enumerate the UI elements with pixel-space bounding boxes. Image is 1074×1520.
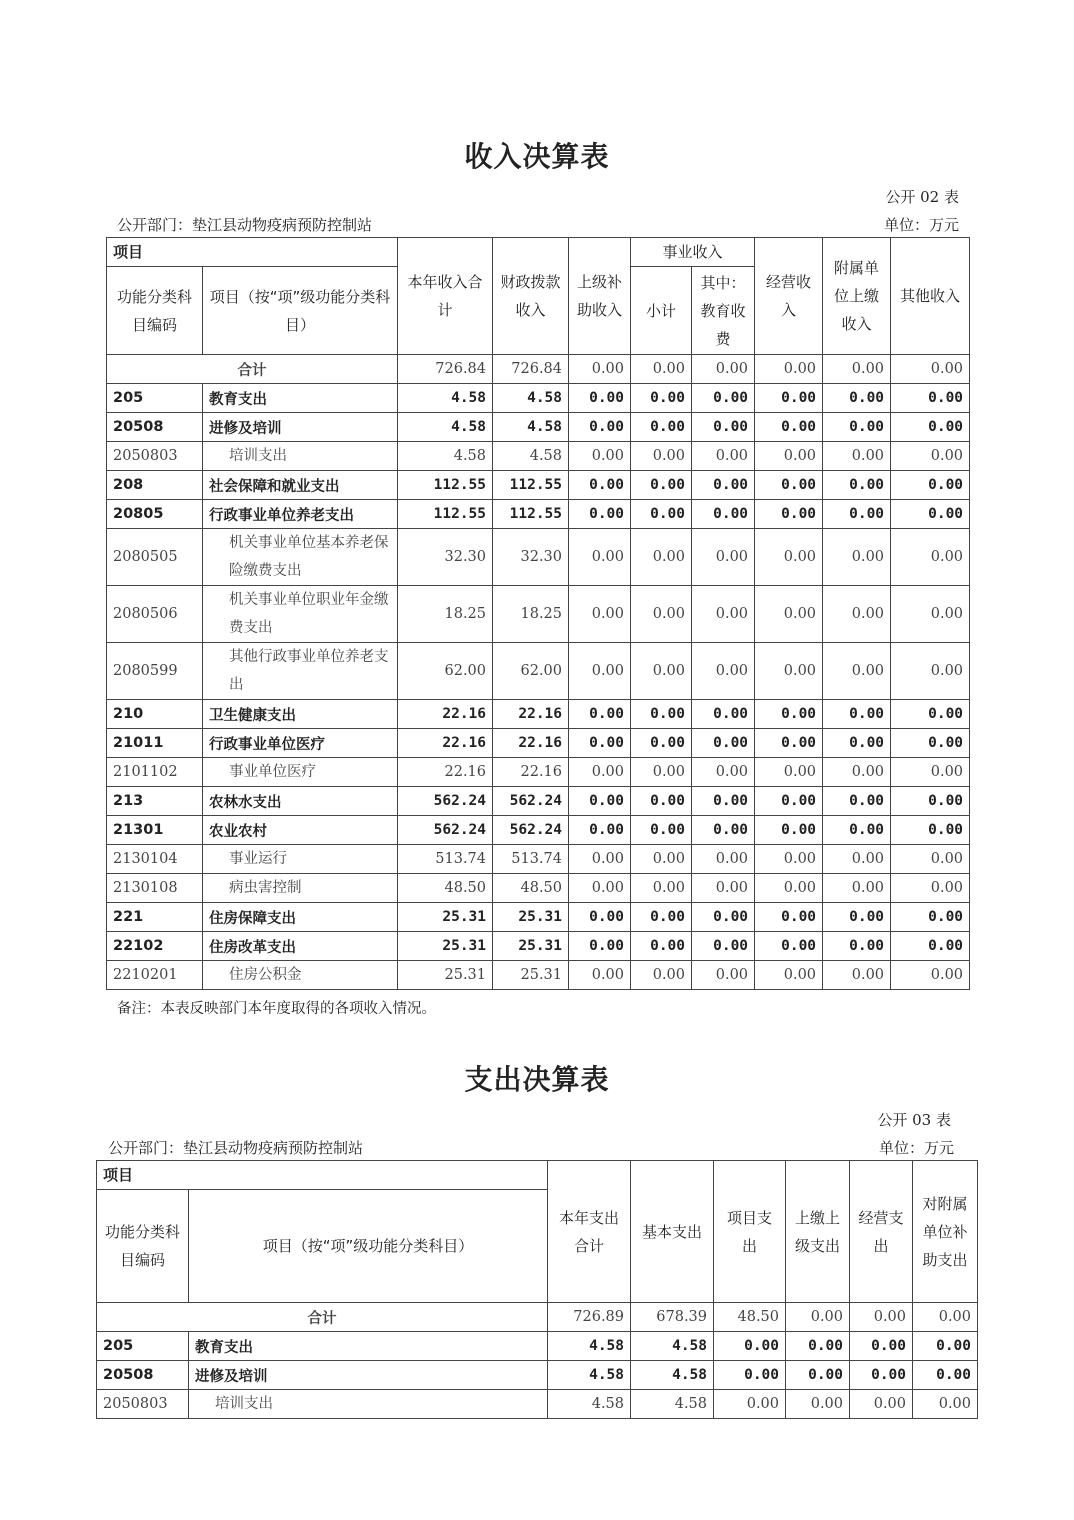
expense-header-code: 功能分类科目编码 bbox=[97, 1190, 189, 1303]
row-value: 0.00 bbox=[823, 961, 891, 990]
expense-sum-value: 0.00 bbox=[913, 1303, 978, 1332]
row-code: 21011 bbox=[107, 729, 203, 758]
row-value: 0.00 bbox=[755, 384, 823, 413]
row-value: 0.00 bbox=[891, 442, 970, 471]
income-sum-value: 726.84 bbox=[493, 355, 569, 384]
income-header-shiye: 事业收入 bbox=[631, 238, 755, 267]
expense-header-name: 项目（按“项”级功能分类科目） bbox=[189, 1190, 548, 1303]
table-row bbox=[107, 413, 970, 442]
expense-unit: 单位：万元 bbox=[878, 1139, 954, 1157]
row-name: 事业运行 bbox=[203, 845, 398, 874]
table-row bbox=[107, 845, 970, 874]
row-name: 教育支出 bbox=[203, 384, 398, 413]
row-value: 25.31 bbox=[398, 961, 493, 990]
row-value: 0.00 bbox=[823, 643, 891, 700]
row-value: 112.55 bbox=[493, 500, 569, 529]
table-row bbox=[107, 787, 970, 816]
income-sum-value: 726.84 bbox=[398, 355, 493, 384]
expense-header-project: 项目支出 bbox=[714, 1161, 786, 1303]
row-value: 0.00 bbox=[823, 384, 891, 413]
row-code: 2080599 bbox=[107, 643, 203, 700]
row-value: 0.00 bbox=[631, 903, 692, 932]
row-code: 2101102 bbox=[107, 758, 203, 787]
row-value: 32.30 bbox=[493, 529, 569, 586]
row-value: 0.00 bbox=[891, 413, 970, 442]
row-code: 20508 bbox=[97, 1361, 189, 1390]
table-row bbox=[107, 700, 970, 729]
row-value: 0.00 bbox=[823, 700, 891, 729]
row-value: 4.58 bbox=[631, 1361, 714, 1390]
row-value: 0.00 bbox=[755, 643, 823, 700]
row-value: 0.00 bbox=[631, 500, 692, 529]
table-row bbox=[107, 729, 970, 758]
row-value: 4.58 bbox=[398, 384, 493, 413]
row-value: 0.00 bbox=[755, 413, 823, 442]
table-row bbox=[97, 1390, 978, 1419]
row-code: 20805 bbox=[107, 500, 203, 529]
income-sum-value: 0.00 bbox=[891, 355, 970, 384]
row-name: 住房公积金 bbox=[203, 961, 398, 990]
expense-sum-value: 0.00 bbox=[786, 1303, 850, 1332]
row-value: 0.00 bbox=[569, 874, 631, 903]
row-value: 18.25 bbox=[493, 586, 569, 643]
row-value: 0.00 bbox=[823, 500, 891, 529]
row-value: 0.00 bbox=[755, 874, 823, 903]
expense-header-operating: 经营支出 bbox=[850, 1161, 913, 1303]
row-code: 221 bbox=[107, 903, 203, 932]
row-name: 进修及培训 bbox=[189, 1361, 548, 1390]
row-code: 21301 bbox=[107, 816, 203, 845]
row-value: 0.00 bbox=[786, 1361, 850, 1390]
row-value: 22.16 bbox=[398, 700, 493, 729]
row-value: 0.00 bbox=[913, 1390, 978, 1419]
table-row bbox=[107, 471, 970, 500]
row-value: 0.00 bbox=[913, 1332, 978, 1361]
income-header-code: 功能分类科目编码 bbox=[107, 267, 203, 355]
expense-header-basic: 基本支出 bbox=[631, 1161, 714, 1303]
table-row bbox=[107, 442, 970, 471]
row-value: 4.58 bbox=[493, 413, 569, 442]
row-value: 0.00 bbox=[692, 787, 755, 816]
row-value: 0.00 bbox=[891, 729, 970, 758]
income-header-superior: 上级补助收入 bbox=[569, 238, 631, 355]
row-value: 0.00 bbox=[692, 586, 755, 643]
row-value: 0.00 bbox=[631, 700, 692, 729]
row-value: 0.00 bbox=[891, 932, 970, 961]
income-header-other: 其他收入 bbox=[891, 238, 970, 355]
row-value: 562.24 bbox=[493, 816, 569, 845]
row-value: 0.00 bbox=[913, 1361, 978, 1390]
row-code: 2130108 bbox=[107, 874, 203, 903]
row-value: 0.00 bbox=[891, 500, 970, 529]
row-value: 25.31 bbox=[398, 932, 493, 961]
income-form-no: 公开 02 表 bbox=[885, 188, 959, 206]
income-title: 收入决算表 bbox=[464, 140, 610, 173]
row-value: 0.00 bbox=[692, 758, 755, 787]
row-value: 48.50 bbox=[493, 874, 569, 903]
table-row bbox=[97, 1361, 978, 1390]
row-value: 0.00 bbox=[755, 787, 823, 816]
income-header-total: 本年收入合计 bbox=[398, 238, 493, 355]
income-header-subtotal: 小计 bbox=[631, 267, 692, 355]
table-row bbox=[107, 586, 970, 643]
row-value: 112.55 bbox=[398, 500, 493, 529]
row-value: 0.00 bbox=[755, 729, 823, 758]
row-value: 22.16 bbox=[493, 758, 569, 787]
income-sum-value: 0.00 bbox=[631, 355, 692, 384]
row-value: 0.00 bbox=[631, 961, 692, 990]
row-value: 0.00 bbox=[823, 413, 891, 442]
row-value: 0.00 bbox=[786, 1332, 850, 1361]
row-value: 0.00 bbox=[631, 643, 692, 700]
row-code: 205 bbox=[97, 1332, 189, 1361]
row-value: 0.00 bbox=[891, 586, 970, 643]
row-value: 0.00 bbox=[692, 932, 755, 961]
row-value: 0.00 bbox=[631, 874, 692, 903]
expense-sum-value: 48.50 bbox=[714, 1303, 786, 1332]
income-unit: 单位：万元 bbox=[883, 216, 959, 234]
row-value: 0.00 bbox=[891, 874, 970, 903]
row-name: 教育支出 bbox=[189, 1332, 548, 1361]
row-name: 农林水支出 bbox=[203, 787, 398, 816]
row-value: 0.00 bbox=[569, 413, 631, 442]
row-value: 0.00 bbox=[692, 729, 755, 758]
row-value: 0.00 bbox=[569, 932, 631, 961]
row-value: 25.31 bbox=[493, 932, 569, 961]
row-name: 培训支出 bbox=[189, 1390, 548, 1419]
table-row bbox=[107, 643, 970, 700]
row-value: 0.00 bbox=[569, 442, 631, 471]
row-value: 0.00 bbox=[714, 1332, 786, 1361]
expense-sum-row bbox=[97, 1303, 978, 1332]
row-value: 562.24 bbox=[493, 787, 569, 816]
expense-sum-value: 0.00 bbox=[850, 1303, 913, 1332]
row-value: 0.00 bbox=[823, 758, 891, 787]
row-value: 112.55 bbox=[493, 471, 569, 500]
income-header-fiscal: 财政拨款收入 bbox=[493, 238, 569, 355]
table-row bbox=[107, 758, 970, 787]
income-header-name: 项目（按“项”级功能分类科目） bbox=[203, 267, 398, 355]
row-value: 4.58 bbox=[548, 1361, 631, 1390]
row-value: 0.00 bbox=[755, 903, 823, 932]
row-value: 0.00 bbox=[631, 384, 692, 413]
row-value: 0.00 bbox=[891, 384, 970, 413]
row-value: 4.58 bbox=[398, 442, 493, 471]
row-value: 0.00 bbox=[755, 816, 823, 845]
expense-sum-label: 合计 bbox=[97, 1303, 548, 1332]
row-name: 行政事业单位医疗 bbox=[203, 729, 398, 758]
row-value: 0.00 bbox=[755, 586, 823, 643]
table-row bbox=[107, 961, 970, 990]
row-value: 0.00 bbox=[692, 961, 755, 990]
row-value: 0.00 bbox=[631, 471, 692, 500]
income-table bbox=[106, 237, 970, 990]
table-row bbox=[107, 816, 970, 845]
row-value: 22.16 bbox=[398, 758, 493, 787]
row-value: 0.00 bbox=[569, 729, 631, 758]
row-value: 0.00 bbox=[569, 787, 631, 816]
row-value: 0.00 bbox=[755, 932, 823, 961]
row-value: 0.00 bbox=[891, 643, 970, 700]
row-value: 0.00 bbox=[850, 1361, 913, 1390]
row-value: 0.00 bbox=[631, 529, 692, 586]
row-value: 0.00 bbox=[569, 845, 631, 874]
expense-title: 支出决算表 bbox=[464, 1063, 610, 1096]
expense-header-remit: 上缴上级支出 bbox=[786, 1161, 850, 1303]
row-value: 0.00 bbox=[631, 845, 692, 874]
row-value: 562.24 bbox=[398, 787, 493, 816]
row-code: 210 bbox=[107, 700, 203, 729]
row-value: 0.00 bbox=[569, 500, 631, 529]
income-header-operating: 经营收入 bbox=[755, 238, 823, 355]
row-code: 2050803 bbox=[97, 1390, 189, 1419]
row-value: 25.31 bbox=[398, 903, 493, 932]
row-value: 25.31 bbox=[493, 903, 569, 932]
row-value: 0.00 bbox=[891, 845, 970, 874]
row-value: 513.74 bbox=[493, 845, 569, 874]
row-name: 病虫害控制 bbox=[203, 874, 398, 903]
row-name: 住房保障支出 bbox=[203, 903, 398, 932]
income-sum-value: 0.00 bbox=[755, 355, 823, 384]
table-row bbox=[97, 1332, 978, 1361]
row-value: 0.00 bbox=[631, 816, 692, 845]
row-value: 0.00 bbox=[891, 816, 970, 845]
row-value: 62.00 bbox=[493, 643, 569, 700]
income-note: 备注：本表反映部门本年度取得的各项收入情况。 bbox=[117, 1001, 436, 1017]
row-value: 22.16 bbox=[493, 729, 569, 758]
row-value: 0.00 bbox=[692, 413, 755, 442]
row-value: 0.00 bbox=[692, 874, 755, 903]
row-value: 0.00 bbox=[891, 529, 970, 586]
row-value: 0.00 bbox=[891, 700, 970, 729]
row-value: 4.58 bbox=[398, 413, 493, 442]
row-name: 农业农村 bbox=[203, 816, 398, 845]
row-value: 0.00 bbox=[569, 758, 631, 787]
row-name: 卫生健康支出 bbox=[203, 700, 398, 729]
row-value: 0.00 bbox=[569, 384, 631, 413]
row-value: 4.58 bbox=[548, 1390, 631, 1419]
expense-table bbox=[96, 1160, 978, 1419]
row-value: 62.00 bbox=[398, 643, 493, 700]
row-value: 0.00 bbox=[569, 700, 631, 729]
row-value: 4.58 bbox=[493, 442, 569, 471]
row-value: 22.16 bbox=[398, 729, 493, 758]
row-value: 0.00 bbox=[569, 816, 631, 845]
row-value: 0.00 bbox=[692, 816, 755, 845]
row-value: 112.55 bbox=[398, 471, 493, 500]
row-value: 0.00 bbox=[823, 932, 891, 961]
row-value: 0.00 bbox=[755, 529, 823, 586]
row-value: 0.00 bbox=[569, 586, 631, 643]
expense-sum-value: 678.39 bbox=[631, 1303, 714, 1332]
row-value: 4.58 bbox=[631, 1332, 714, 1361]
row-value: 0.00 bbox=[569, 471, 631, 500]
row-value: 0.00 bbox=[631, 932, 692, 961]
row-code: 22102 bbox=[107, 932, 203, 961]
row-code: 213 bbox=[107, 787, 203, 816]
row-value: 0.00 bbox=[631, 787, 692, 816]
row-name: 进修及培训 bbox=[203, 413, 398, 442]
row-value: 0.00 bbox=[631, 729, 692, 758]
row-value: 0.00 bbox=[823, 529, 891, 586]
row-value: 0.00 bbox=[755, 758, 823, 787]
row-code: 2130104 bbox=[107, 845, 203, 874]
row-code: 205 bbox=[107, 384, 203, 413]
row-value: 0.00 bbox=[692, 529, 755, 586]
row-value: 562.24 bbox=[398, 816, 493, 845]
row-value: 0.00 bbox=[755, 700, 823, 729]
row-name: 住房改革支出 bbox=[203, 932, 398, 961]
row-value: 0.00 bbox=[786, 1390, 850, 1419]
row-value: 0.00 bbox=[823, 874, 891, 903]
row-name: 社会保障和就业支出 bbox=[203, 471, 398, 500]
row-value: 0.00 bbox=[569, 961, 631, 990]
row-code: 208 bbox=[107, 471, 203, 500]
row-value: 0.00 bbox=[891, 961, 970, 990]
expense-header-subsidy: 对附属单位补助支出 bbox=[913, 1161, 978, 1303]
row-value: 0.00 bbox=[755, 442, 823, 471]
row-value: 48.50 bbox=[398, 874, 493, 903]
row-value: 0.00 bbox=[569, 529, 631, 586]
row-value: 0.00 bbox=[823, 729, 891, 758]
row-value: 0.00 bbox=[823, 471, 891, 500]
row-code: 2080506 bbox=[107, 586, 203, 643]
expense-form-no: 公开 03 表 bbox=[877, 1111, 951, 1129]
row-value: 0.00 bbox=[823, 816, 891, 845]
expense-dept: 公开部门：垫江县动物疫病预防控制站 bbox=[108, 1139, 364, 1157]
row-value: 0.00 bbox=[850, 1332, 913, 1361]
row-value: 0.00 bbox=[631, 758, 692, 787]
row-value: 4.58 bbox=[493, 384, 569, 413]
row-value: 0.00 bbox=[891, 471, 970, 500]
row-value: 0.00 bbox=[823, 787, 891, 816]
row-name: 行政事业单位养老支出 bbox=[203, 500, 398, 529]
row-value: 32.30 bbox=[398, 529, 493, 586]
row-value: 0.00 bbox=[631, 586, 692, 643]
row-value: 0.00 bbox=[692, 700, 755, 729]
row-name: 事业单位医疗 bbox=[203, 758, 398, 787]
row-value: 0.00 bbox=[569, 903, 631, 932]
row-value: 0.00 bbox=[692, 500, 755, 529]
row-value: 0.00 bbox=[692, 845, 755, 874]
row-code: 20508 bbox=[107, 413, 203, 442]
row-value: 0.00 bbox=[823, 845, 891, 874]
row-value: 0.00 bbox=[692, 384, 755, 413]
row-value: 0.00 bbox=[823, 586, 891, 643]
income-header-affiliated: 附属单位上缴收入 bbox=[823, 238, 891, 355]
row-value: 0.00 bbox=[755, 471, 823, 500]
row-value: 0.00 bbox=[569, 643, 631, 700]
row-value: 513.74 bbox=[398, 845, 493, 874]
table-row bbox=[107, 500, 970, 529]
row-name: 培训支出 bbox=[203, 442, 398, 471]
row-value: 0.00 bbox=[755, 845, 823, 874]
income-header-edu: 其中：教育收费 bbox=[692, 267, 755, 355]
row-name: 机关事业单位基本养老保险缴费支出 bbox=[203, 529, 398, 586]
row-value: 0.00 bbox=[891, 903, 970, 932]
table-row bbox=[107, 529, 970, 586]
income-dept: 公开部门：垫江县动物疫病预防控制站 bbox=[117, 216, 373, 234]
row-value: 0.00 bbox=[891, 787, 970, 816]
income-sum-value: 0.00 bbox=[569, 355, 631, 384]
table-row bbox=[107, 874, 970, 903]
row-name: 机关事业单位职业年金缴费支出 bbox=[203, 586, 398, 643]
row-value: 0.00 bbox=[823, 442, 891, 471]
expense-header-total: 本年支出合计 bbox=[548, 1161, 631, 1303]
row-value: 25.31 bbox=[493, 961, 569, 990]
row-value: 0.00 bbox=[692, 471, 755, 500]
row-value: 4.58 bbox=[548, 1332, 631, 1361]
income-sum-row bbox=[107, 355, 970, 384]
row-value: 0.00 bbox=[631, 442, 692, 471]
row-value: 0.00 bbox=[692, 903, 755, 932]
row-value: 0.00 bbox=[755, 961, 823, 990]
row-value: 0.00 bbox=[692, 442, 755, 471]
expense-header-xiangmu: 项目 bbox=[97, 1161, 548, 1190]
expense-sum-value: 726.89 bbox=[548, 1303, 631, 1332]
row-value: 4.58 bbox=[631, 1390, 714, 1419]
row-name: 其他行政事业单位养老支出 bbox=[203, 643, 398, 700]
row-code: 2210201 bbox=[107, 961, 203, 990]
row-value: 0.00 bbox=[631, 413, 692, 442]
income-header-xiangmu: 项目 bbox=[107, 238, 398, 267]
table-row bbox=[107, 384, 970, 413]
row-value: 0.00 bbox=[823, 903, 891, 932]
row-code: 2080505 bbox=[107, 529, 203, 586]
income-sum-value: 0.00 bbox=[823, 355, 891, 384]
row-value: 0.00 bbox=[891, 758, 970, 787]
table-row bbox=[107, 932, 970, 961]
row-value: 22.16 bbox=[493, 700, 569, 729]
row-value: 18.25 bbox=[398, 586, 493, 643]
row-value: 0.00 bbox=[850, 1390, 913, 1419]
income-sum-label: 合计 bbox=[107, 355, 398, 384]
row-value: 0.00 bbox=[714, 1361, 786, 1390]
row-value: 0.00 bbox=[692, 643, 755, 700]
row-code: 2050803 bbox=[107, 442, 203, 471]
row-value: 0.00 bbox=[714, 1390, 786, 1419]
table-row bbox=[107, 903, 970, 932]
income-sum-value: 0.00 bbox=[692, 355, 755, 384]
row-value: 0.00 bbox=[755, 500, 823, 529]
